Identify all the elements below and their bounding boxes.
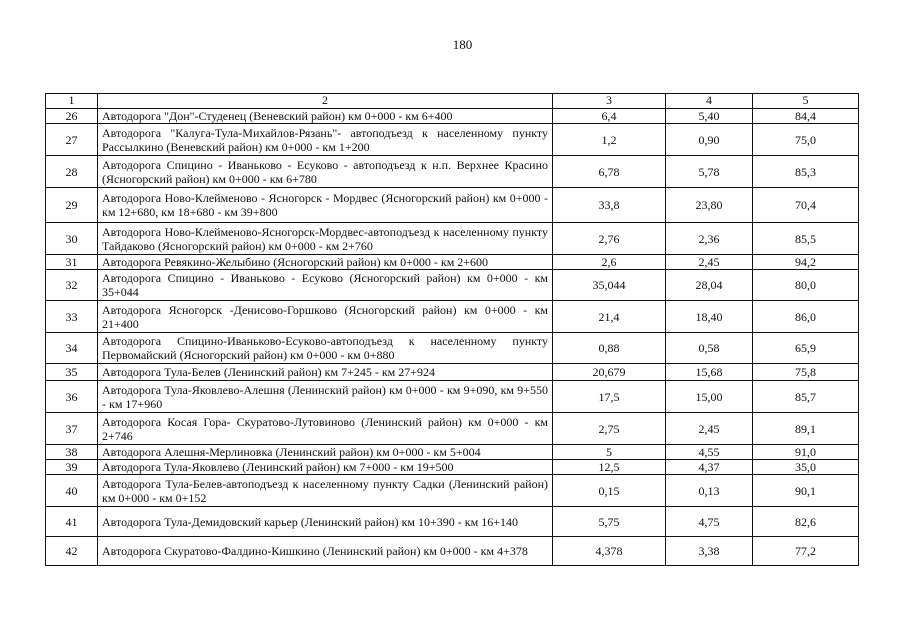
- value-col-4: 0,58: [666, 333, 753, 364]
- value-col-3: 5,75: [553, 507, 666, 537]
- value-col-5: 75,0: [753, 124, 859, 156]
- road-description: Автодорога Спицино - Иваньково - Есуково (Ясногорский район) км 0+000 - км 35+044: [98, 270, 553, 301]
- table-row: [46, 255, 859, 270]
- row-number: 38: [46, 445, 98, 460]
- value-col-3: 0,88: [553, 333, 666, 364]
- row-number: 33: [46, 301, 98, 333]
- roads-table: [45, 93, 859, 566]
- value-col-5: 91,0: [753, 445, 859, 460]
- row-number: 27: [46, 124, 98, 156]
- road-description: Автодорога Ревякино-Желыбино (Ясногорский район) км 0+000 - км 2+600: [98, 255, 553, 270]
- value-col-3: 4,378: [553, 537, 666, 566]
- road-description: Автодорога Скуратово-Фалдино-Кишкино (Ленинский район) км 0+000 - км 4+378: [98, 537, 553, 566]
- table-row: [46, 301, 859, 333]
- value-col-5: 86,0: [753, 301, 859, 333]
- table-row: [46, 460, 859, 475]
- table-row: [46, 156, 859, 188]
- row-number: 29: [46, 188, 98, 223]
- value-col-5: 90,1: [753, 475, 859, 507]
- table-row: [46, 475, 859, 507]
- value-col-3: 2,75: [553, 413, 666, 445]
- value-col-5: 85,3: [753, 156, 859, 188]
- value-col-4: 0,90: [666, 124, 753, 156]
- row-number: 30: [46, 223, 98, 255]
- value-col-4: 5,40: [666, 109, 753, 124]
- value-col-3: 6,78: [553, 156, 666, 188]
- value-col-3: 17,5: [553, 381, 666, 413]
- header-cell-1: 1: [46, 94, 98, 109]
- value-col-3: 20,679: [553, 364, 666, 381]
- value-col-4: 5,78: [666, 156, 753, 188]
- header-cell-2: 2: [98, 94, 553, 109]
- value-col-5: 75,8: [753, 364, 859, 381]
- value-col-4: 2,45: [666, 413, 753, 445]
- row-number: 42: [46, 537, 98, 566]
- value-col-4: 3,38: [666, 537, 753, 566]
- value-col-5: 89,1: [753, 413, 859, 445]
- road-description: Автодорога Спицино-Иваньково-Есуково-автоподъезд к населенному пункту Первомайский (Ясногорский район) км 0+000 - км 0+880: [98, 333, 553, 364]
- value-col-5: 77,2: [753, 537, 859, 566]
- value-col-4: 2,36: [666, 223, 753, 255]
- value-col-3: 1,2: [553, 124, 666, 156]
- value-col-5: 94,2: [753, 255, 859, 270]
- road-description: Автодорога Ново-Клейменово - Ясногорск - Мордвес (Ясногорский район) км 0+000 - км 12+680, км 18+680 - км 39+800: [98, 188, 553, 223]
- row-number: 32: [46, 270, 98, 301]
- road-description: Автодорога Косая Гора- Скуратово-Лутовиново (Ленинский район) км 0+000 - км 2+746: [98, 413, 553, 445]
- table-row: [46, 333, 859, 364]
- road-description: Автодорога Спицино - Иваньково - Есуково - автоподъезд к н.п. Верхнее Красино (Ясногорский район) км 0+000 - км 6+780: [98, 156, 553, 188]
- value-col-3: 12,5: [553, 460, 666, 475]
- value-col-5: 65,9: [753, 333, 859, 364]
- road-description: Автодорога Тула-Белев-автоподъезд к населенному пункту Садки (Ленинский район) км 0+000 - км 0+152: [98, 475, 553, 507]
- value-col-4: 4,75: [666, 507, 753, 537]
- value-col-4: 23,80: [666, 188, 753, 223]
- road-description: Автодорога Тула-Демидовский карьер (Ленинский район) км 10+390 - км 16+140: [98, 507, 553, 537]
- page-number: 180: [452, 37, 473, 52]
- value-col-3: 5: [553, 445, 666, 460]
- value-col-5: 70,4: [753, 188, 859, 223]
- header-cell-4: 4: [666, 94, 753, 109]
- row-number: 35: [46, 364, 98, 381]
- value-col-4: 4,37: [666, 460, 753, 475]
- value-col-3: 2,6: [553, 255, 666, 270]
- value-col-4: 4,55: [666, 445, 753, 460]
- value-col-4: 15,68: [666, 364, 753, 381]
- row-number: 37: [46, 413, 98, 445]
- table-row: [46, 537, 859, 566]
- value-col-5: 35,0: [753, 460, 859, 475]
- value-col-3: 2,76: [553, 223, 666, 255]
- row-number: 39: [46, 460, 98, 475]
- value-col-3: 0,15: [553, 475, 666, 507]
- value-col-5: 82,6: [753, 507, 859, 537]
- row-number: 26: [46, 109, 98, 124]
- road-description: Автодорога "Дон"-Студенец (Веневский район) км 0+000 - км 6+400: [98, 109, 553, 124]
- road-description: Автодорога Ново-Клейменово-Ясногорск-Мордвес-автоподъезд к населенному пункту Тайдаково (Ясногорский район) км 0+000 - км 2+760: [98, 223, 553, 255]
- value-col-3: 33,8: [553, 188, 666, 223]
- value-col-4: 18,40: [666, 301, 753, 333]
- value-col-5: 84,4: [753, 109, 859, 124]
- value-col-4: 28,04: [666, 270, 753, 301]
- row-number: 41: [46, 507, 98, 537]
- table-header-row: [46, 94, 859, 109]
- header-cell-3: 3: [553, 94, 666, 109]
- value-col-3: 6,4: [553, 109, 666, 124]
- road-description: Автодорога Тула-Белев (Ленинский район) км 7+245 - км 27+924: [98, 364, 553, 381]
- table-row: [46, 109, 859, 124]
- table-row: [46, 364, 859, 381]
- value-col-5: 80,0: [753, 270, 859, 301]
- table-row: [46, 413, 859, 445]
- table-row: [46, 124, 859, 156]
- road-description: Автодорога Тула-Яковлево-Алешня (Ленинский район) км 0+000 - км 9+090, км 9+550 - км 17+960: [98, 381, 553, 413]
- row-number: 31: [46, 255, 98, 270]
- road-description: Автодорога Алешня-Мерлиновка (Ленинский район) км 0+000 - км 5+004: [98, 445, 553, 460]
- row-number: 34: [46, 333, 98, 364]
- roads-table-body: [46, 94, 859, 566]
- value-col-5: 85,7: [753, 381, 859, 413]
- road-description: Автодорога "Калуга-Тула-Михайлов-Рязань"- автоподъезд к населенному пункту Рассылкино (Веневский район) км 0+000 - км 1+200: [98, 124, 553, 156]
- road-description: Автодорога Ясногорск -Денисово-Горшково (Ясногорский район) км 0+000 - км 21+400: [98, 301, 553, 333]
- table-row: [46, 223, 859, 255]
- value-col-4: 0,13: [666, 475, 753, 507]
- value-col-5: 85,5: [753, 223, 859, 255]
- row-number: 36: [46, 381, 98, 413]
- value-col-3: 21,4: [553, 301, 666, 333]
- table-row: [46, 381, 859, 413]
- value-col-4: 2,45: [666, 255, 753, 270]
- table-row: [46, 445, 859, 460]
- value-col-3: 35,044: [553, 270, 666, 301]
- table-row: [46, 188, 859, 223]
- row-number: 40: [46, 475, 98, 507]
- table-row: [46, 507, 859, 537]
- value-col-4: 15,00: [666, 381, 753, 413]
- road-description: Автодорога Тула-Яковлево (Ленинский район) км 7+000 - км 19+500: [98, 460, 553, 475]
- row-number: 28: [46, 156, 98, 188]
- table-row: [46, 270, 859, 301]
- header-cell-5: 5: [753, 94, 859, 109]
